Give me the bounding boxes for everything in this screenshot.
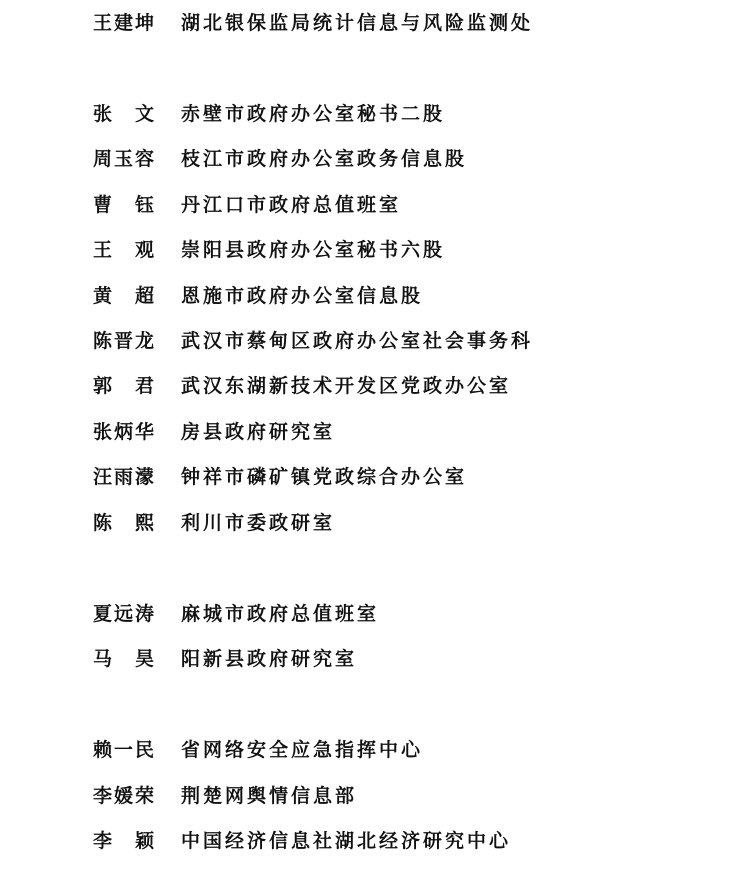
- list-item: [93, 373, 511, 399]
- organization-name: 阳新县政府研究室: [181, 648, 358, 670]
- list-item: [93, 646, 357, 672]
- list-item: [93, 146, 467, 172]
- person-name: 周玉容: [93, 148, 157, 170]
- list-item: [93, 510, 335, 536]
- person-name: 陈晋龙: [93, 330, 157, 352]
- list-item: [93, 101, 445, 127]
- list-item: [93, 464, 467, 490]
- organization-name: 荆楚网舆情信息部: [181, 785, 358, 807]
- list-item: [93, 237, 445, 263]
- person-name: 王 观: [93, 239, 157, 261]
- person-name: 夏远涛: [93, 603, 157, 625]
- person-name: 黄 超: [93, 285, 157, 307]
- list-item: [93, 828, 511, 854]
- person-name: 张 文: [93, 103, 157, 125]
- organization-name: 湖北银保监局统计信息与风险监测处: [181, 12, 534, 34]
- organization-name: 丹江口市政府总值班室: [181, 194, 402, 216]
- organization-name: 枝江市政府办公室政务信息股: [181, 148, 468, 170]
- person-name: 汪雨濛: [93, 466, 157, 488]
- organization-name: 赤壁市政府办公室秘书二股: [181, 103, 446, 125]
- list-item: [93, 737, 423, 763]
- person-name: 陈 熙: [93, 512, 157, 534]
- person-name: 马 昊: [93, 648, 157, 670]
- person-name: 李 颖: [93, 830, 157, 852]
- organization-name: 中国经济信息社湖北经济研究中心: [181, 830, 512, 852]
- list-item: [93, 783, 357, 809]
- person-name: 赖一民: [93, 739, 157, 761]
- organization-name: 省网络安全应急指挥中心: [181, 739, 424, 761]
- organization-name: 武汉市蔡甸区政府办公室社会事务科: [181, 330, 534, 352]
- person-name: 李媛荣: [93, 785, 157, 807]
- list-item: [93, 419, 335, 445]
- list-item: [93, 328, 533, 354]
- person-name: 王建坤: [93, 12, 157, 34]
- person-name: 郭 君: [93, 375, 157, 397]
- organization-name: 麻城市政府总值班室: [181, 603, 380, 625]
- list-item: [93, 283, 423, 309]
- organization-name: 利川市委政研室: [181, 512, 336, 534]
- list-item: [93, 601, 379, 627]
- organization-name: 恩施市政府办公室信息股: [181, 285, 424, 307]
- person-name: 曹 钰: [93, 194, 157, 216]
- list-item: [93, 10, 533, 36]
- organization-name: 崇阳县政府办公室秘书六股: [181, 239, 446, 261]
- person-name: 张炳华: [93, 421, 157, 443]
- organization-name: 武汉东湖新技术开发区党政办公室: [181, 375, 512, 397]
- organization-name: 房县政府研究室: [181, 421, 336, 443]
- list-item: [93, 192, 401, 218]
- organization-name: 钟祥市磷矿镇党政综合办公室: [181, 466, 468, 488]
